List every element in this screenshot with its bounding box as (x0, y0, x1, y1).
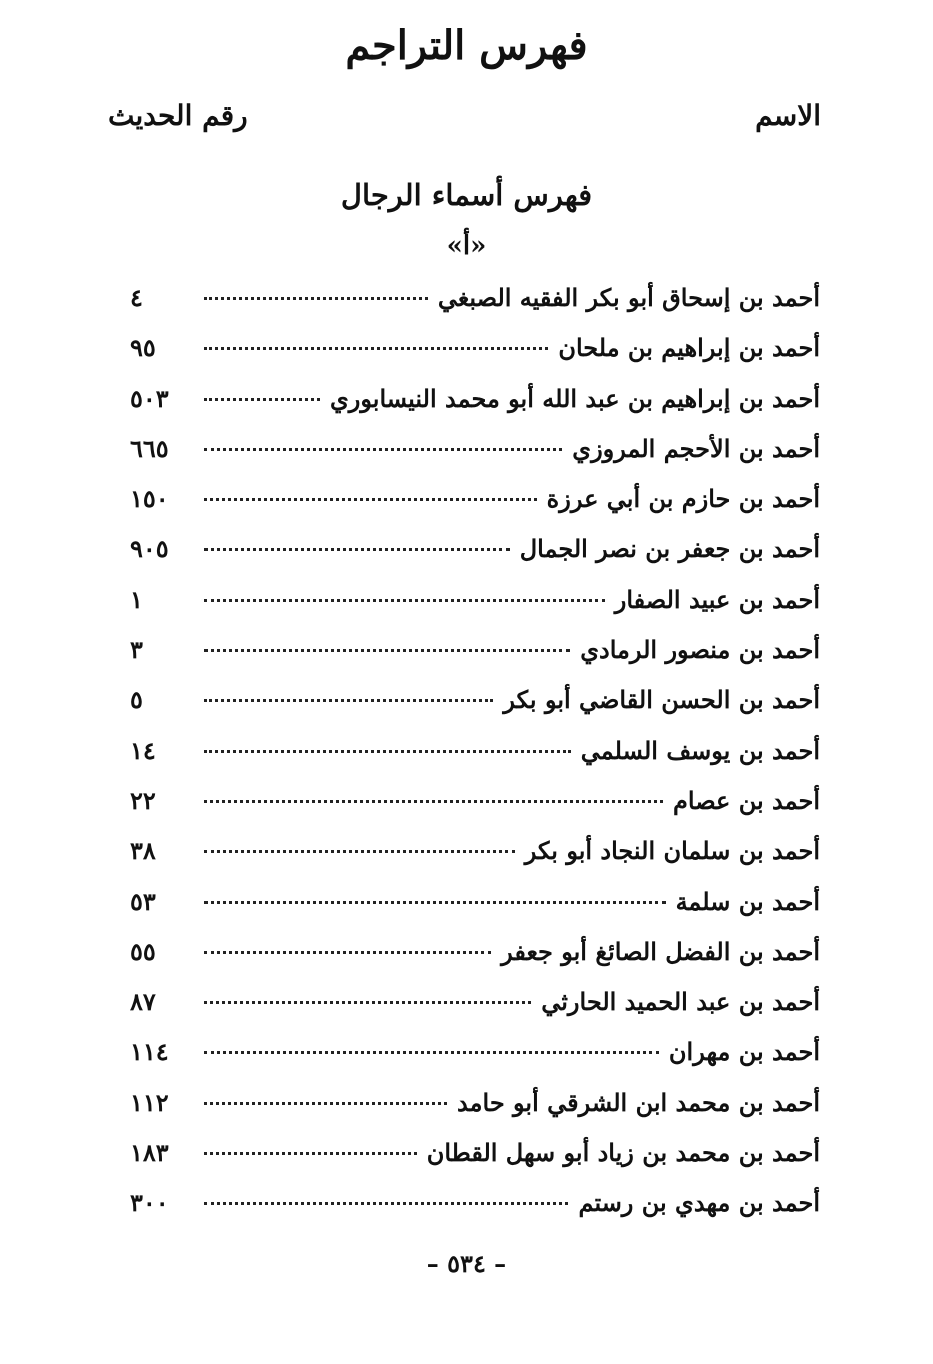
dot-leader (204, 1051, 659, 1054)
entry-name: أحمد بن إسحاق أبو بكر الفقيه الصبغي (437, 283, 820, 312)
dot-leader (204, 297, 428, 300)
dot-leader (204, 1102, 447, 1105)
section-title: فهرس أسماء الرجال (340, 178, 593, 212)
entry-hadith-number: ٥٠٣ (130, 383, 169, 413)
entry-hadith-number: ٢٢ (130, 785, 156, 815)
dot-leader (204, 1202, 568, 1205)
index-entry (130, 1181, 820, 1231)
dot-leader (204, 599, 605, 602)
entry-name: أحمد بن جعفر بن نصر الجمال (519, 534, 820, 564)
entry-name: أحمد بن الحسن القاضي أبو بكر (503, 685, 820, 715)
index-entry (130, 377, 820, 427)
entry-name: أحمد بن محمد ابن الشرقي أبو حامد (457, 1087, 820, 1117)
entry-name: أحمد بن سلمة (675, 886, 820, 916)
index-entry (130, 477, 820, 527)
entry-name: أحمد بن الأحجم المروزي (572, 433, 820, 463)
page-title: فهرس التراجم (345, 22, 588, 69)
entry-hadith-number: ٦٦٥ (130, 433, 169, 463)
index-entry (130, 527, 820, 577)
entry-hadith-number: ١١٢ (130, 1087, 169, 1117)
dot-leader (204, 398, 320, 401)
entry-name: أحمد بن حازم بن أبي عرزة (546, 484, 820, 514)
entry-name: أحمد بن إبراهيم بن ملحان (558, 333, 820, 363)
entry-hadith-number: ٣ (130, 635, 143, 665)
entry-hadith-number: ٩٠٥ (130, 534, 169, 564)
entry-hadith-number: ١٨٣ (130, 1138, 169, 1168)
index-entries-list (130, 276, 820, 1232)
dot-leader (204, 649, 570, 652)
entry-hadith-number: ٩٥ (130, 333, 156, 363)
entry-hadith-number: ٤ (130, 283, 143, 312)
entry-hadith-number: ٨٧ (130, 987, 156, 1017)
entry-name: أحمد بن مهدي بن رستم (578, 1188, 820, 1218)
entry-hadith-number: ٥٣ (130, 886, 156, 916)
dot-leader (204, 1001, 531, 1004)
entry-hadith-number: ٥ (130, 685, 143, 715)
index-entry (130, 578, 820, 628)
entry-hadith-number: ١٤ (130, 735, 156, 765)
index-entry (130, 1081, 820, 1131)
entry-name: أحمد بن الفضل الصائغ أبو جعفر (501, 936, 820, 966)
entry-name: أحمد بن عبيد الصفار (614, 584, 820, 614)
entry-name: أحمد بن منصور الرمادي (580, 635, 820, 665)
entry-hadith-number: ١٥٠ (130, 484, 169, 514)
index-entry (130, 980, 820, 1030)
entry-name: أحمد بن عبد الحميد الحارثي (541, 987, 820, 1017)
index-entry (130, 427, 820, 477)
index-entry (130, 1131, 820, 1181)
entry-hadith-number: ٣٠٠ (130, 1188, 169, 1218)
dot-leader (204, 800, 663, 803)
index-entry (130, 628, 820, 678)
dot-leader (204, 901, 666, 904)
dot-leader (204, 699, 493, 702)
entry-name: أحمد بن إبراهيم بن عبد الله أبو محمد النيسابوري (329, 383, 820, 413)
index-entry (130, 276, 820, 326)
index-entry (130, 779, 820, 829)
dot-leader (204, 548, 510, 551)
name-column-heading: الاسم (755, 99, 821, 132)
entry-name: أحمد بن سلمان النجاد أبو بكر (524, 836, 820, 866)
dot-leader (204, 1152, 417, 1155)
entry-hadith-number: ٣٨ (130, 836, 156, 866)
index-entry (130, 729, 820, 779)
entry-hadith-number: ٥٥ (130, 936, 156, 966)
index-entry (130, 829, 820, 879)
hadith-number-column-heading: رقم الحديث (108, 99, 248, 132)
entry-name: أحمد بن مهران (668, 1037, 820, 1067)
dot-leader (204, 448, 562, 451)
entry-name: أحمد بن يوسف السلمي (580, 735, 820, 765)
index-entry (130, 326, 820, 376)
entry-hadith-number: ١ (130, 584, 143, 614)
dot-leader (204, 750, 571, 753)
index-entry (130, 880, 820, 930)
index-entry (130, 1030, 820, 1080)
dot-leader (204, 498, 537, 501)
entry-name: أحمد بن محمد بن زياد أبو سهل القطان (426, 1138, 820, 1168)
index-entry (130, 930, 820, 980)
dot-leader (204, 347, 548, 350)
dot-leader (204, 850, 515, 853)
entry-name: أحمد بن عصام (673, 785, 820, 815)
page-number: – ٥٣٤ – (426, 1249, 507, 1278)
letter-heading: «أ» (446, 231, 487, 261)
dot-leader (204, 951, 491, 954)
entry-hadith-number: ١١٤ (130, 1037, 169, 1067)
index-entry (130, 678, 820, 728)
